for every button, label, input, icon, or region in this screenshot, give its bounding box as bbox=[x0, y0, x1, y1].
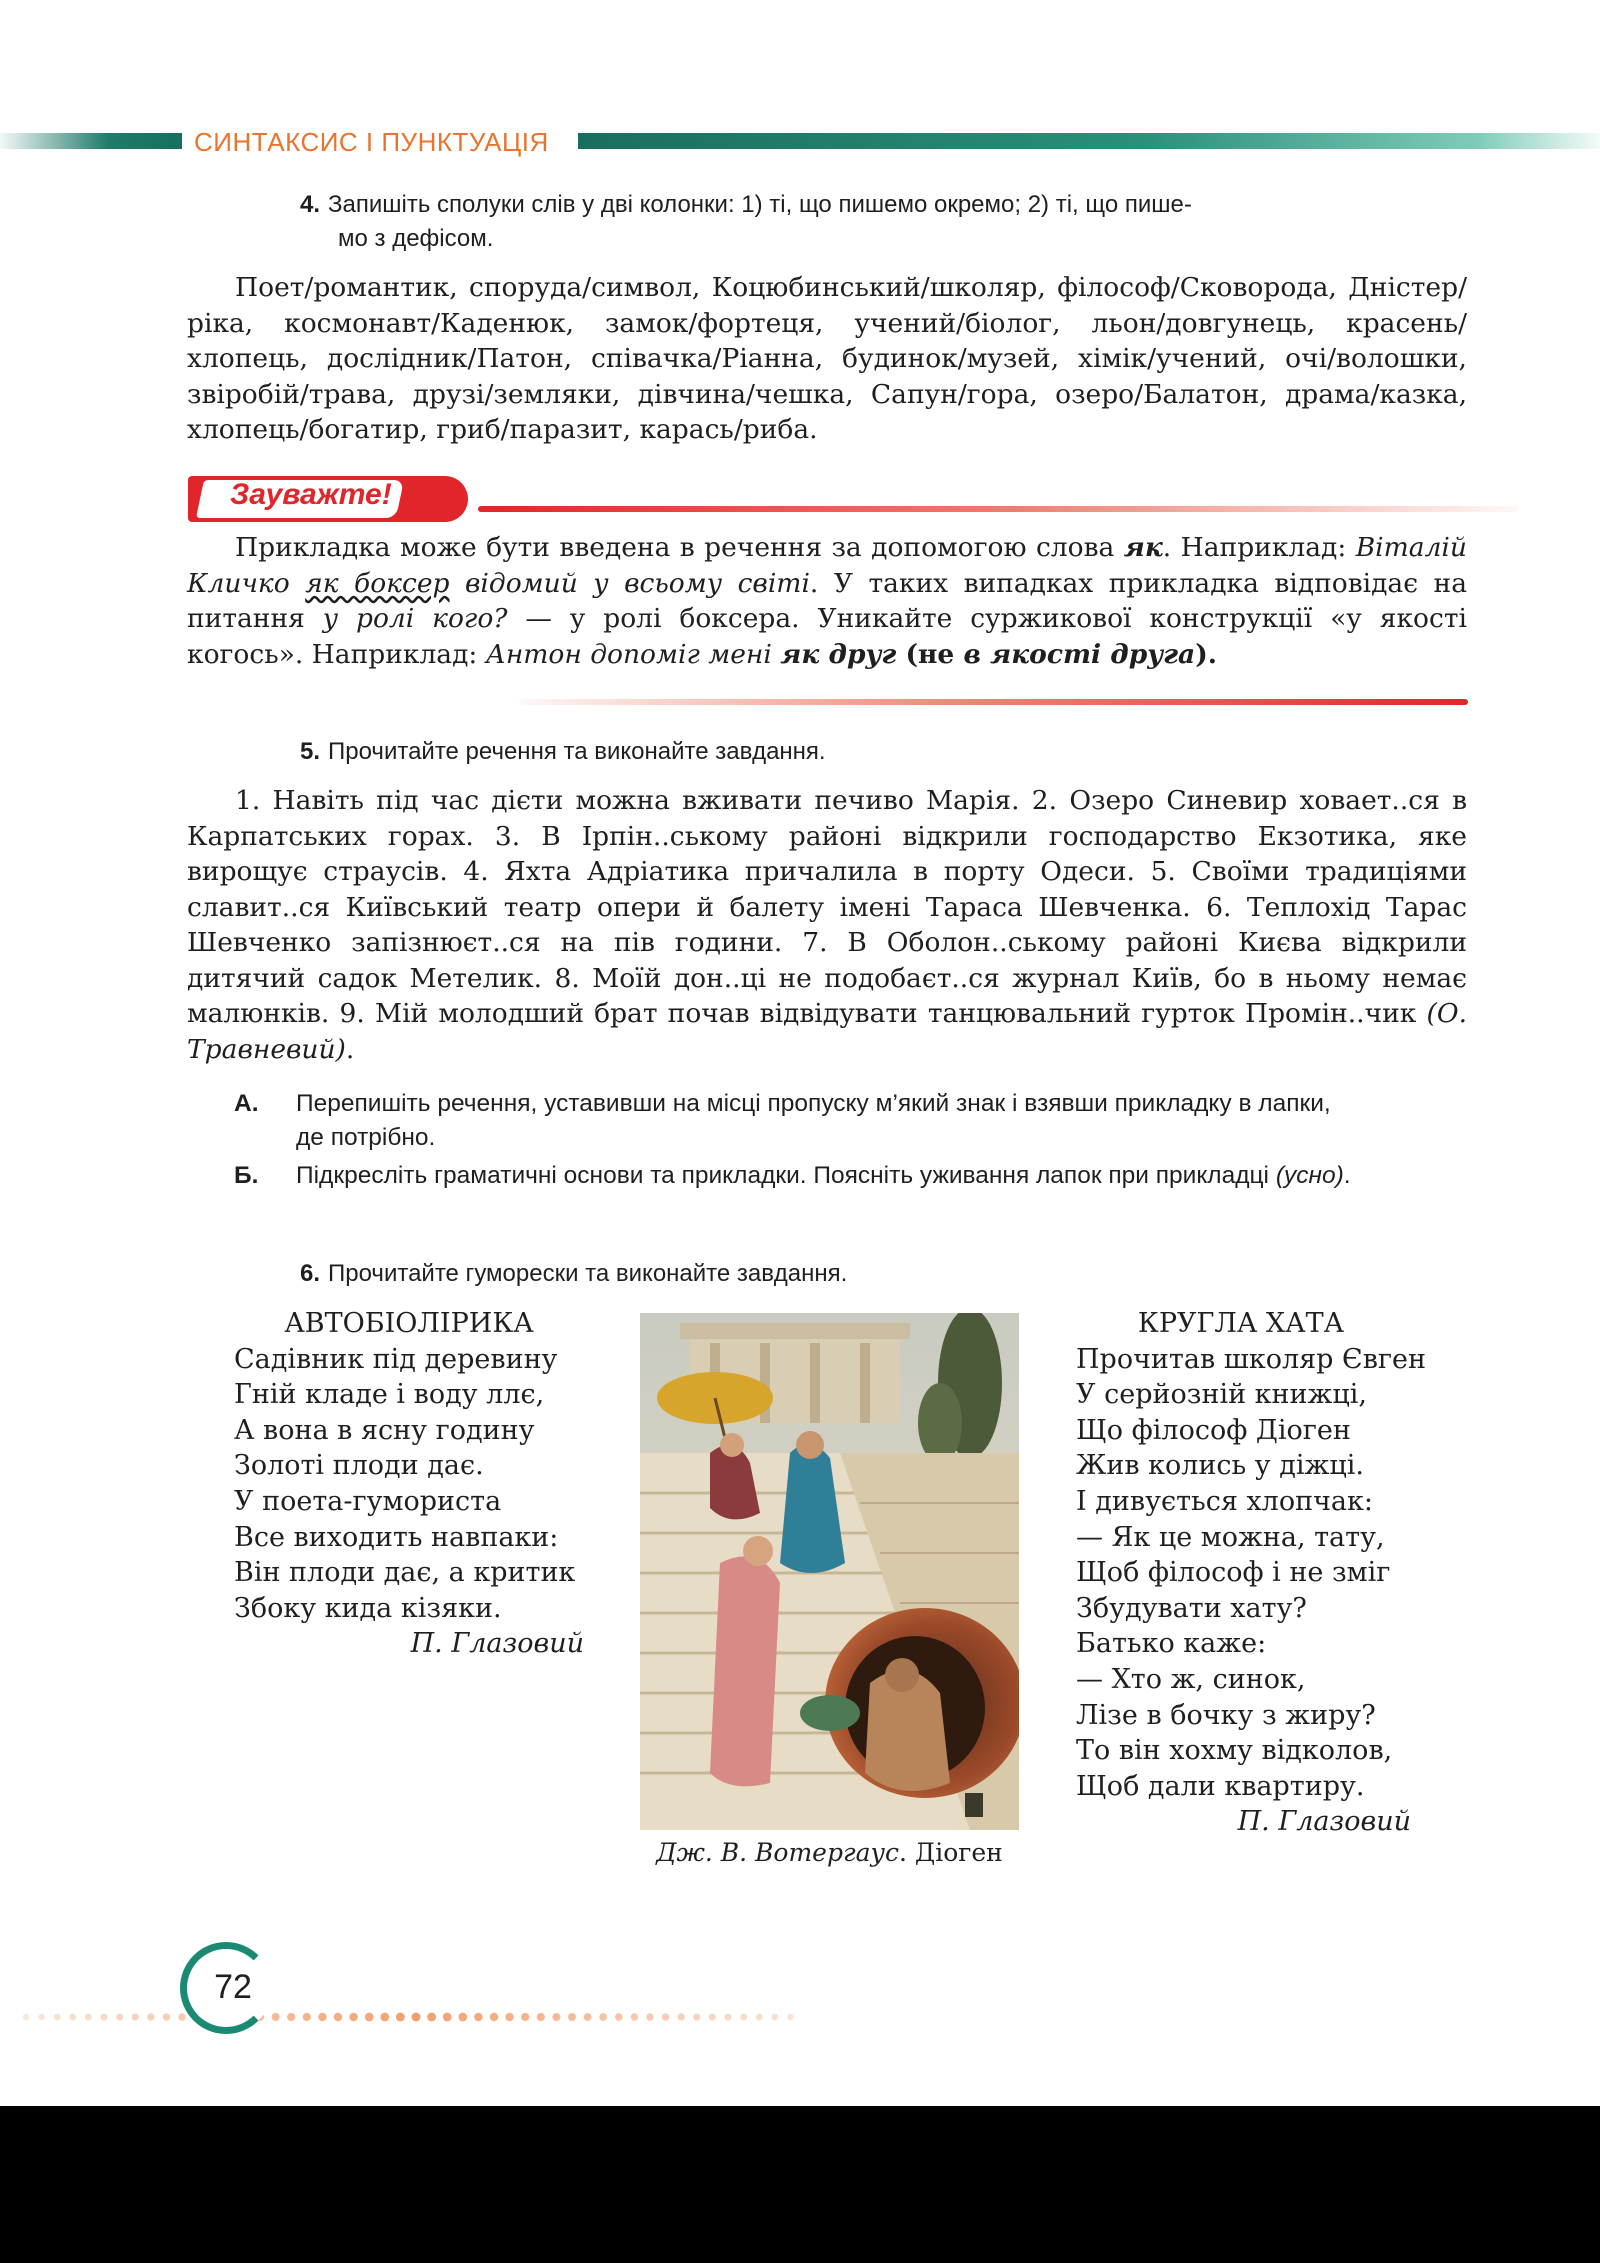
poem-line: А вона в ясну годину bbox=[234, 1414, 535, 1446]
footer-dot bbox=[380, 2013, 389, 2022]
task-5-instruction-text: Прочитайте речення та виконайте завдання. bbox=[328, 738, 826, 765]
footer-dot bbox=[584, 2013, 592, 2021]
footer-dot bbox=[287, 2013, 295, 2021]
footer-dot bbox=[365, 2013, 374, 2022]
footer-dot bbox=[521, 2013, 529, 2021]
subtask-b-italic: (усно) bbox=[1275, 1162, 1344, 1189]
note-example: Антон допоміг мені bbox=[485, 638, 781, 670]
note-label: Зауважте! bbox=[230, 478, 392, 511]
task-5-text bbox=[187, 783, 1467, 1067]
poem-line: Все виходить навпаки: bbox=[234, 1521, 559, 1553]
poem-line: Збудувати хату? bbox=[1076, 1592, 1307, 1624]
footer-dot bbox=[54, 2014, 61, 2021]
footer-dot bbox=[23, 2014, 29, 2020]
task-4-word-list: Поет/романтик, споруда/символ, Коцюбинський/школяр, філософ/Сковорода, Дністер/ріка, космонавт/Каденюк, замок/фортеця, учений/біолог, льон/довгунець, красень/хлопець, дослідник/Патон, співачка/Ріанна, будинок/музей, хімік/учений, очі/волошки, звіробій/трава, друзі/земляки, дівчина/чешка, Сапун/гора, озеро/Балатон, драма/казка, хлопець/богатир, гриб/паразит, карась/риба. bbox=[187, 272, 1467, 445]
page-number: 72 bbox=[214, 1968, 252, 2006]
note-part: . У таких випадках прикладка відповідає на питання bbox=[187, 567, 1468, 634]
footer-dot bbox=[458, 2013, 467, 2022]
task-4-instruction-line1: Запишіть сполуки слів у дві колонки: 1) ті, що пишемо окремо; 2) ті, що пише- bbox=[328, 191, 1192, 218]
footer-dot bbox=[178, 2013, 185, 2020]
note-example: Віталій Кличко bbox=[187, 532, 1467, 599]
task-5-end: . bbox=[345, 1033, 355, 1065]
footer-dot bbox=[349, 2013, 358, 2022]
task-5-number: 5. bbox=[300, 738, 321, 765]
poem-line: Золоті плоди дає. bbox=[234, 1450, 484, 1482]
subtask-a-mark: А. bbox=[234, 1090, 259, 1117]
footer-dot bbox=[756, 2014, 763, 2021]
footer-dot bbox=[334, 2013, 342, 2021]
note-part: Прикладка може бути введена в речення за допомогою слова bbox=[235, 532, 1124, 563]
footer-dot bbox=[725, 2014, 732, 2021]
footer-dot bbox=[396, 2013, 405, 2022]
poem-line: — Хто ж, синок, bbox=[1076, 1663, 1306, 1695]
subtask-b-text: Підкресліть граматичні основи та прикладки. Поясніть уживання лапок при прикладці bbox=[296, 1162, 1276, 1189]
poem-line: У поета-гумориста bbox=[234, 1485, 502, 1517]
note-example-appositive: як боксер bbox=[305, 567, 450, 599]
footer-dot bbox=[646, 2013, 653, 2020]
footer-dot bbox=[490, 2013, 498, 2021]
footer-dot bbox=[552, 2013, 560, 2021]
footer-dot bbox=[147, 2013, 154, 2020]
subtask-b-end: . bbox=[1343, 1162, 1351, 1189]
footer-dot bbox=[101, 2014, 108, 2021]
subtask-b-mark: Б. bbox=[234, 1162, 259, 1189]
footer-dot bbox=[771, 2014, 778, 2021]
footer-dot bbox=[412, 2013, 421, 2022]
footer-dot bbox=[709, 2013, 716, 2020]
poem-autobiolirika bbox=[234, 1306, 584, 1662]
footer-dot bbox=[537, 2013, 545, 2021]
note-example: відомий у всьому світі bbox=[449, 567, 810, 599]
painting-diogenes bbox=[640, 1313, 1019, 1830]
poem-lines bbox=[234, 1342, 584, 1627]
task-6-instruction bbox=[300, 1257, 1400, 1291]
task-4-text bbox=[187, 270, 1467, 448]
footer-dot bbox=[693, 2013, 700, 2020]
footer-dot bbox=[599, 2013, 607, 2021]
poem-krugla-khata bbox=[1076, 1306, 1427, 1840]
poem-line: Що філософ Діоген bbox=[1076, 1414, 1351, 1446]
task-5-subtasks bbox=[234, 1087, 1364, 1197]
note-rule-top bbox=[478, 506, 1518, 512]
poem-line: Садівник під деревину bbox=[234, 1343, 558, 1375]
footer-dots bbox=[20, 2012, 810, 2022]
footer-dot bbox=[505, 2013, 513, 2021]
subtask-a-text: Перепишіть речення, уставивши на місці пропуску м’який знак і взявши прикладку в лапки, де потрібно. bbox=[296, 1090, 1331, 1151]
task-4-number: 4. bbox=[300, 191, 321, 218]
poem-title: АВТОБІОЛІРИКА bbox=[284, 1308, 534, 1339]
footer-dot bbox=[69, 2014, 76, 2021]
task-5-sentences: 1. Навіть під час дієти можна вживати печиво Марія. 2. Озеро Синевир ховает..ся в Карпатських горах. 3. В Ірпін..ському районі відкрили господарство Екзотика, яке вирощує страусів. 4. Яхта Адріатика причалила в порту Одеси. 5. Своїми традиціями славит..ся Київський театр опери й балету імені Тараса Шевченка. 6. Теплохід Тарас Шевченко запізнюєт..ся на пів години. 7. В Оболон..ському районі Києва відкрили дитячий садок Метелик. 8. Моїй дон..ці не подобаєт..ся журнал Київ, бо в ньому немає малюнків. 9. Мій молодший брат почав відвідувати танцювальний гурток Промін..чик bbox=[187, 785, 1467, 1029]
poem-author: П. Глазовий bbox=[1237, 1806, 1411, 1838]
poem-line: Він плоди дає, а критик bbox=[234, 1557, 576, 1589]
footer-dot bbox=[787, 2014, 794, 2021]
poem-author: П. Глазовий bbox=[410, 1628, 584, 1660]
caption-title: . Діоген bbox=[899, 1838, 1003, 1867]
poem-line: Батько каже: bbox=[1076, 1628, 1267, 1660]
note-part: . Наприклад: bbox=[1162, 532, 1356, 563]
footer-dot bbox=[443, 2013, 452, 2022]
task-4-instruction bbox=[300, 188, 1400, 256]
poem-line: Збоку кида кізяки. bbox=[234, 1592, 502, 1624]
poem-line: Гній кладе і воду ллє, bbox=[234, 1379, 545, 1411]
subtask-b bbox=[234, 1159, 1364, 1193]
painting-caption bbox=[640, 1838, 1019, 1867]
poem-line: Прочитав школяр Євген bbox=[1076, 1343, 1427, 1375]
poem-line: І дивується хлопчак: bbox=[1076, 1485, 1373, 1517]
footer-dot bbox=[615, 2013, 623, 2021]
poem-line: Жив колись у діжці. bbox=[1076, 1450, 1364, 1482]
footer-dot bbox=[740, 2014, 747, 2021]
subtask-a bbox=[234, 1087, 1364, 1155]
footer-dot bbox=[163, 2013, 170, 2020]
footer-dot bbox=[631, 2013, 639, 2021]
footer-dot bbox=[318, 2013, 326, 2021]
poem-lines bbox=[1076, 1342, 1427, 1805]
footer-dot bbox=[272, 2013, 280, 2021]
footer-dot bbox=[678, 2013, 685, 2020]
footer-dot bbox=[303, 2013, 311, 2021]
poem-title: КРУГЛА ХАТА bbox=[1137, 1308, 1345, 1339]
painting-illustration bbox=[640, 1313, 1019, 1830]
task-6-number: 6. bbox=[300, 1260, 321, 1287]
task-4-instruction-line2: мо з дефісом. bbox=[338, 225, 494, 252]
caption-author: Дж. В. Вотергаус bbox=[656, 1838, 900, 1867]
note-part: ). bbox=[1195, 638, 1217, 670]
footer-dot bbox=[85, 2014, 92, 2021]
note-part: (не bbox=[896, 638, 964, 670]
footer-dot bbox=[427, 2013, 436, 2022]
task-5-instruction bbox=[300, 735, 1400, 769]
footer-dot bbox=[116, 2013, 123, 2020]
footer-dot bbox=[662, 2013, 669, 2020]
poem-line: У серйозній книжці, bbox=[1076, 1379, 1367, 1411]
note-example: в якості друга bbox=[963, 638, 1196, 670]
task-6-instruction-text: Прочитайте гуморески та виконайте завдання. bbox=[328, 1260, 848, 1287]
note-keyword: як bbox=[1123, 532, 1163, 563]
header-bar-right bbox=[578, 133, 1600, 149]
poem-line: То він хохму відколов, bbox=[1076, 1735, 1393, 1767]
note-text bbox=[187, 530, 1467, 672]
poem-line: Щоб дали квартиру. bbox=[1076, 1770, 1365, 1802]
footer-dot bbox=[474, 2013, 483, 2022]
note-part: — у ролі боксера. Уникайте суржикової конструкції «у якості когось». Наприклад: bbox=[187, 603, 1467, 670]
poem-line: Лізе в бочку з жиру? bbox=[1076, 1699, 1376, 1731]
note-example-bold: як друг bbox=[780, 638, 897, 670]
footer-dot bbox=[38, 2014, 45, 2021]
footer-dot bbox=[132, 2013, 139, 2020]
note-question: у ролі кого? bbox=[322, 603, 508, 634]
footer-dot bbox=[568, 2013, 576, 2021]
poem-line: Щоб філософ і не зміг bbox=[1076, 1557, 1391, 1589]
section-title: СИНТАКСИС І ПУНКТУАЦІЯ bbox=[194, 127, 549, 157]
header-bar-left bbox=[0, 133, 182, 149]
note-rule-bottom bbox=[520, 699, 1468, 705]
task-5-source: (О. Травневий) bbox=[187, 998, 1467, 1065]
poem-line: — Як це можна, тату, bbox=[1076, 1521, 1385, 1553]
